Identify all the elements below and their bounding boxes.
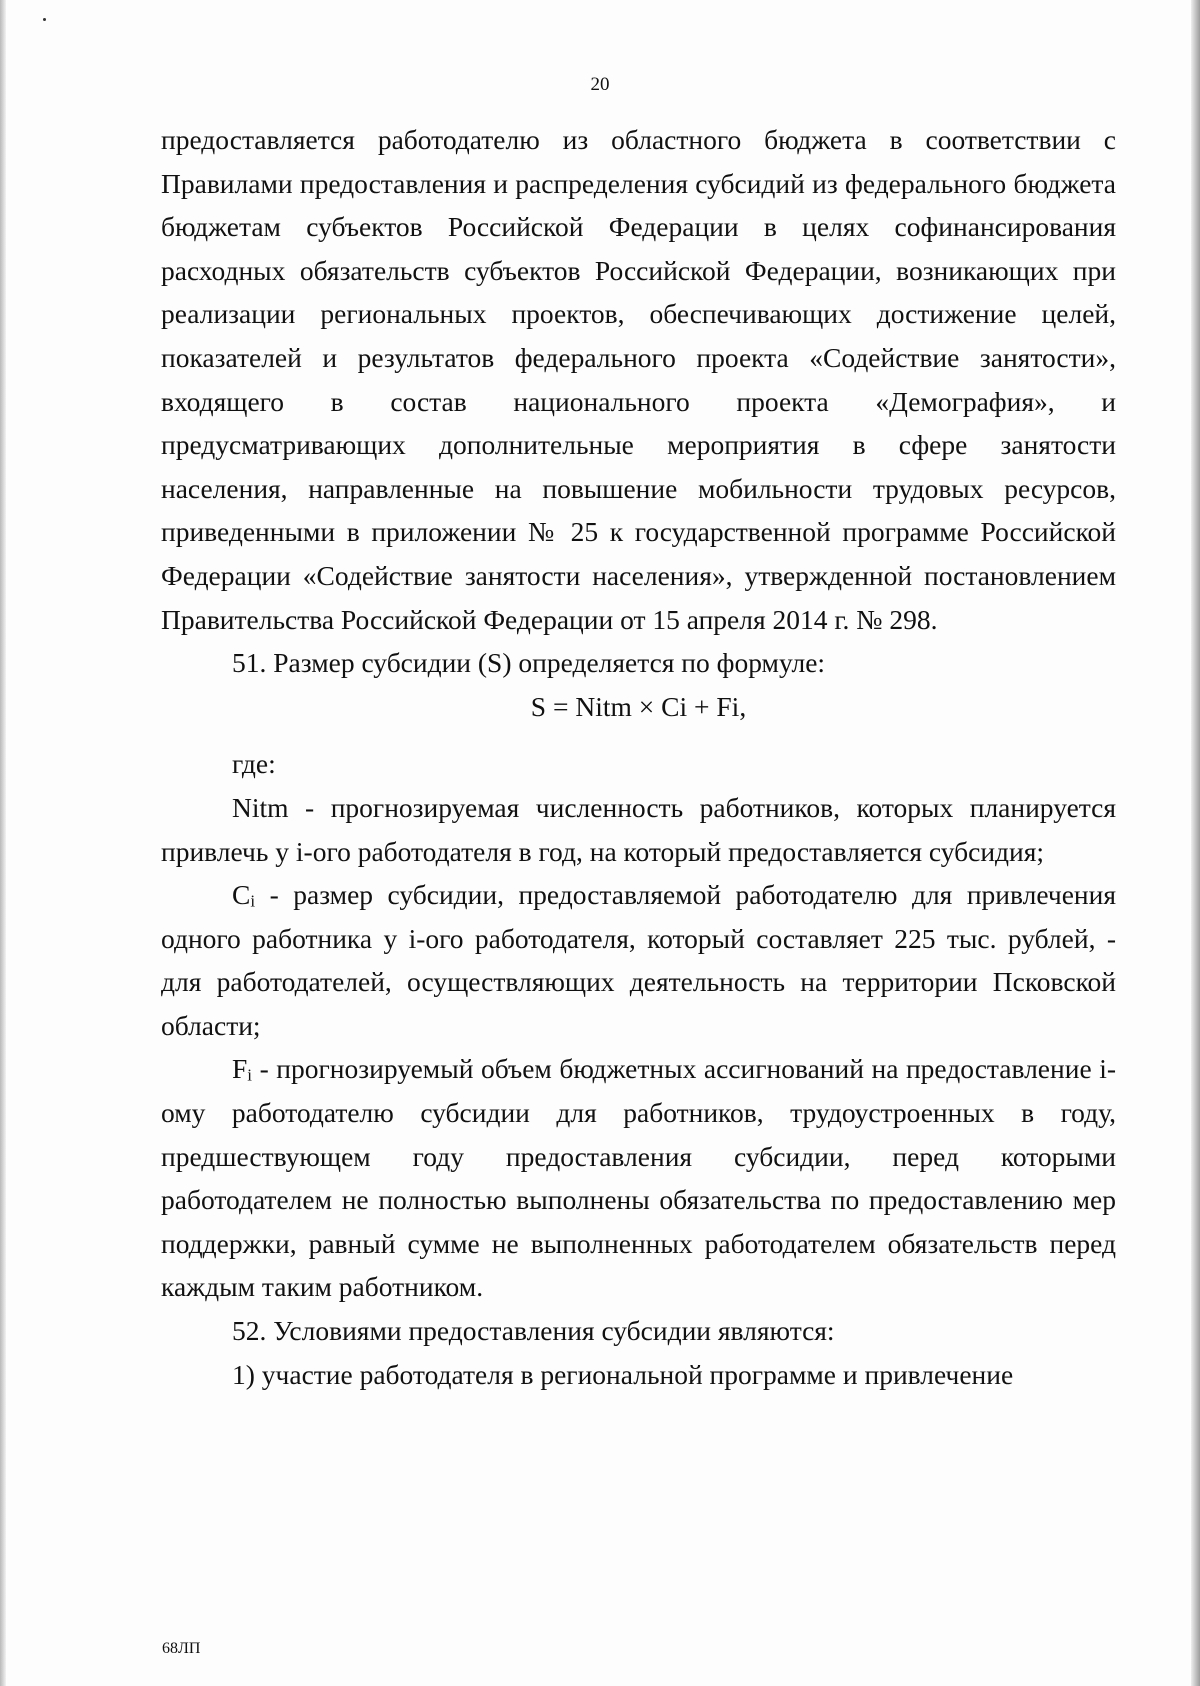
paragraph-51: 51. Размер субсидии (S) определяется по формуле: (232, 647, 826, 679)
where-label: где: (232, 748, 276, 780)
scan-edge-left (0, 0, 6, 1686)
definition-nitm: Nitm - прогнозируемая численность работников, которых планируется привлечь у i-ого работодателя в год, на который предоставляется субсидия; (161, 791, 1116, 867)
fi-symbol: F (232, 1053, 248, 1085)
page-number: 20 (590, 74, 610, 95)
fi-subscript: i (247, 1066, 253, 1086)
fi-definition-text: - прогнозируемый объем бюджетных ассигнований на предоставление i-ому работодателю субсидии для работников, трудоустроенных в году, предшествующем году предоставления субсидии, перед которыми работодателем не полностью выполнены обязательства по предоставлению мер поддержки, равный сумме не выполненных работодателем обязательств перед каждым таким работником. (161, 1053, 1116, 1303)
definition-ci (161, 873, 1116, 1047)
paragraph-52-item-1: 1) участие работодателя в региональной программе и привлечение (232, 1358, 1014, 1390)
ci-subscript: i (250, 891, 256, 911)
ci-symbol: C (232, 879, 251, 911)
subsidy-formula: S = Nitm × Ci + Fi, (530, 690, 747, 722)
paragraph-continuation: предоставляется работодателю из областного бюджета в соответствии с Правилами предоставления и распределения субсидий из федерального бюджета бюджетам субъектов Российской Федерации в целях софинансирования расходных обязательств субъектов Российской Федерации, возникающих при реализации региональных проектов, обеспечивающих достижение целей, показателей и результатов федерального проекта «Содействие занятости», входящего в состав национального проекта «Демография», и предусматривающих дополнительные мероприятия в сфере занятости населения, направленные на повышение мобильности трудовых ресурсов, приведенными в приложении № 25 к государственной программе Российской Федерации «Содействие занятости населения», утвержденной постановлением Правительства Российской Федерации от 15 апреля 2014 г. № 298. (161, 124, 1116, 635)
scan-speck (43, 18, 46, 21)
scan-edge-right (1191, 0, 1200, 1686)
paragraph-52: 52. Условиями предоставления субсидии являются: (232, 1315, 835, 1347)
ci-definition-text: - размер субсидии, предоставляемой работодателю для привлечения одного работника у i-ого работодателя, который составляет 225 тыс. рублей, - для работодателей, осуществляющих деятельность на территории Псковской области; (161, 879, 1116, 1041)
definition-fi (161, 1047, 1116, 1309)
document-footer-code: 68ЛП (162, 1640, 201, 1657)
document-body (161, 118, 1116, 1396)
